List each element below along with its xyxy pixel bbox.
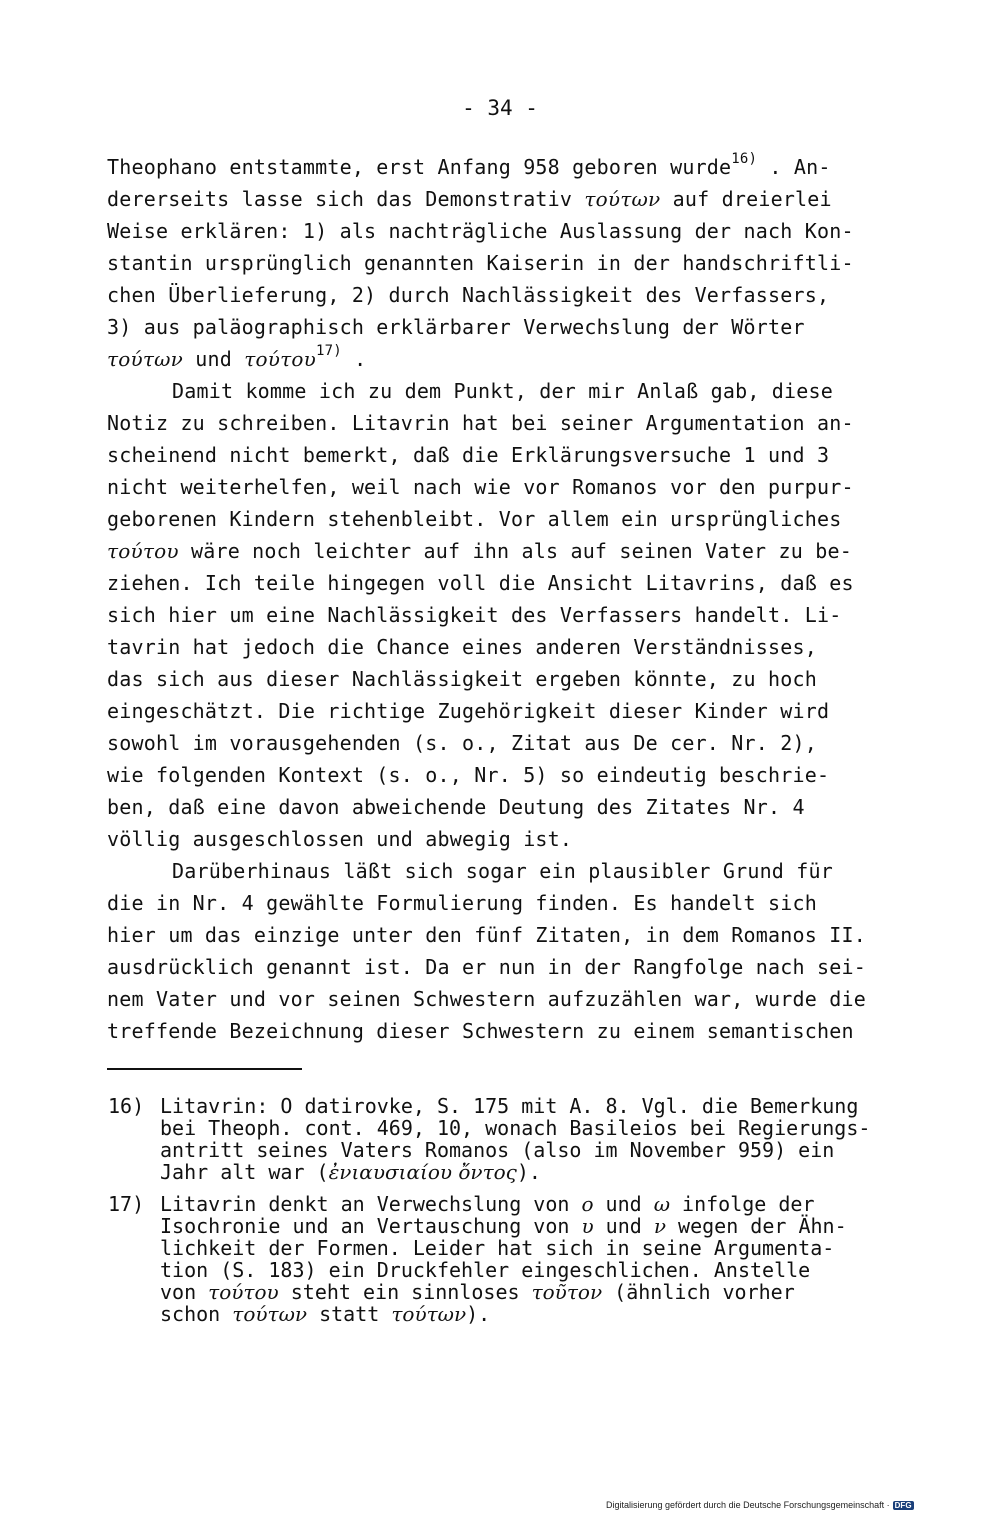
text: . [341,347,367,371]
body-line: ben, daß eine davon abweichende Deutung des Zitates Nr. 4 [107,795,805,819]
body-line: sich hier um eine Nachlässigkeit des Verfassers handelt. Li- [107,603,842,627]
body-line: nicht weiterhelfen, weil nach wie vor Romanos vor den purpur- [107,475,854,499]
body-line: tavrin hat jedoch die Chance eines anderen Verständnisses, [107,635,817,659]
body-line: das sich aus dieser Nachlässigkeit ergeben könnte, zu hoch [107,667,817,691]
funding-text: Digitalisierung gefördert durch die Deutsche Forschungsgemeinschaft · [606,1500,890,1510]
text: ). [466,1302,491,1326]
text: ). [516,1160,541,1184]
greek-word: τοῦτον [531,1280,603,1304]
body-line: Notiz zu schreiben. Litavrin hat bei seiner Argumentation an- [107,411,854,435]
greek-letter: ν [653,1214,666,1238]
text: Jahr alt war ( [160,1160,329,1184]
body-line: Damit komme ich zu dem Punkt, der mir Anlaß gab, diese [172,379,834,403]
body-line: ziehen. Ich teile hingegen voll die Ansicht Litavrins, daß es [107,571,854,595]
funding-notice [606,1500,914,1510]
body-line [107,538,852,564]
body-line [107,186,832,212]
text: Litavrin denkt an Verwechslung von [160,1192,582,1216]
greek-word: ἐνιαυσιαίου ὄντος [328,1160,517,1184]
text: und [593,1214,654,1238]
greek-word: τούτου [107,539,179,563]
body-line: eingeschätzt. Die richtige Zugehörigkeit dieser Kinder wird [107,699,830,723]
greek-word: τούτου [208,1280,279,1304]
footnote-divider [107,1068,302,1070]
footnote-line: tion (S. 183) ein Druckfehler eingeschlichen. Anstelle [160,1258,811,1282]
body-line: ausdrücklich genannt ist. Da er nun in der Rangfolge nach sei- [107,955,866,979]
text: und [593,1192,654,1216]
body-line: hier um das einzige unter den fünf Zitaten, in dem Romanos II. [107,923,866,947]
body-line: sowohl im vorausgehenden (s. o., Zitat aus De cer. Nr. 2), [107,731,817,755]
footnote-ref-16: 16) [731,151,758,167]
greek-letter: υ [581,1214,594,1238]
footnote-number: 17) [108,1192,145,1216]
footnote-line [160,1161,541,1183]
footnote-line [160,1215,847,1237]
text: . An- [757,155,831,179]
body-line: Weise erklären: 1) als nachträgliche Auslassung der nach Kon- [107,219,854,243]
dfg-logo: DFG [894,1501,912,1510]
body-line: stantin ursprünglich genannten Kaiserin in der handschriftli- [107,251,854,275]
body-line: chen Überlieferung, 2) durch Nachlässigkeit des Verfassers, [107,283,830,307]
footnote-number: 16) [108,1094,145,1118]
text: (ähnlich vorher [602,1280,795,1304]
body-line [107,151,831,180]
body-line: nem Vater und vor seinen Schwestern aufzuzählen war, wurde die [107,987,866,1011]
footnote-ref-17: 17) [315,343,342,359]
greek-letter: ω [653,1192,671,1216]
body-line: wie folgenden Kontext (s. o., Nr. 5) so eindeutig beschrie- [107,763,830,787]
text: statt [307,1302,392,1326]
text: dererseits lasse sich das Demonstrativ [107,187,585,211]
footnote-line: antritt seines Vaters Romanos (also im November 959) ein [160,1138,835,1162]
greek-word: τούτων [391,1302,467,1326]
body-line: 3) aus paläographisch erklärbarer Verwechslung der Wörter [107,315,805,339]
text: Theophano entstammte, erst Anfang 958 geboren wurde [107,155,732,179]
footnote-line [160,1193,815,1215]
body-line: Darüberhinaus läßt sich sogar ein plausibler Grund für [172,859,834,883]
text: auf dreierlei [660,187,832,211]
page-number: - 34 - [462,96,538,120]
greek-letter: ο [581,1192,594,1216]
body-line: völlig ausgeschlossen und abwegig ist. [107,827,573,851]
footnote-line: bei Theoph. cont. 469, 10, wonach Basileios bei Regierungs- [160,1116,871,1140]
footnote-line: lichkeit der Formen. Leider hat sich in seine Argumenta- [160,1236,835,1260]
body-line [107,343,367,372]
body-line: treffende Bezeichnung dieser Schwestern zu einem semantischen [107,1019,854,1043]
text: wäre noch leichter auf ihn als auf seinen Vater zu be- [178,539,852,563]
greek-word: τούτων [107,347,183,371]
text: infolge der [670,1192,815,1216]
body-line: scheinend nicht bemerkt, daß die Erklärungsversuche 1 und 3 [107,443,830,467]
text: von [160,1280,209,1304]
footnote-line [160,1281,795,1303]
text: und [183,347,245,371]
greek-word: τούτου [244,347,316,371]
greek-word: τούτων [584,187,661,211]
text: Isochronie und an Vertauschung von [160,1214,582,1238]
text: schon [160,1302,233,1326]
body-line: geborenen Kindern stehenbleibt. Vor allem ein ursprüngliches [107,507,842,531]
text: steht ein sinnloses [278,1280,532,1304]
greek-word: τούτων [232,1302,308,1326]
footnote-line [160,1303,490,1325]
body-line: die in Nr. 4 gewählte Formulierung finden. Es handelt sich [107,891,817,915]
footnote-line: Litavrin: O datirovke, S. 175 mit A. 8. Vgl. die Bemerkung [160,1094,859,1118]
text: wegen der Ähn- [666,1214,847,1238]
